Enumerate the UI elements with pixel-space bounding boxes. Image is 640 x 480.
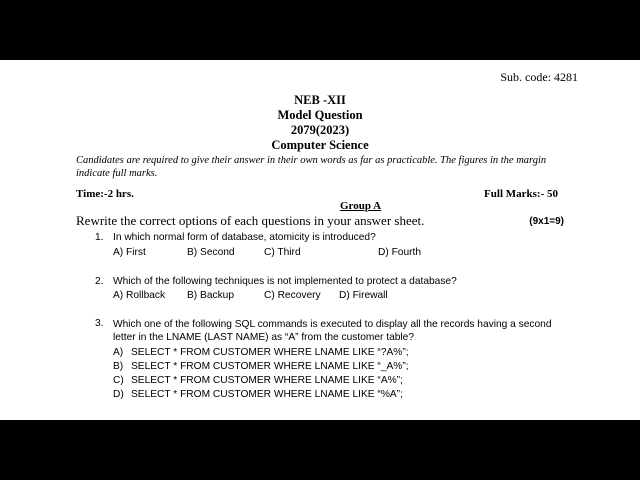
option-a: A) Rollback: [113, 290, 166, 301]
group-heading: Group A: [340, 200, 382, 212]
option-b: B) Backup: [187, 290, 234, 301]
option-letter-a: A): [113, 347, 124, 358]
paper-type: Model Question: [277, 108, 363, 122]
subject-title: Computer Science: [271, 138, 369, 152]
board-title: NEB -XII: [294, 93, 346, 107]
option-letter-b: B): [113, 361, 124, 372]
option-d: D) Firewall: [339, 290, 388, 301]
option-text-a: SELECT * FROM CUSTOMER WHERE LNAME LIKE “?A%”;: [131, 347, 409, 358]
option-a: A) First: [113, 247, 146, 258]
option-d: D) Fourth: [378, 247, 422, 258]
option-text-d: SELECT * FROM CUSTOMER WHERE LNAME LIKE “%A”;: [131, 389, 403, 400]
option-text-b: SELECT * FROM CUSTOMER WHERE LNAME LIKE “_A%”;: [131, 361, 409, 372]
question-text: Which of the following techniques is not implemented to protect a database?: [113, 276, 457, 287]
question-number: 3.: [95, 318, 104, 329]
question-text: Which one of the following SQL commands is executed to display all the records having a second letter in the LNAME (LAST NAME) as “A” from the customer table?: [113, 319, 552, 343]
question-number: 1.: [95, 232, 104, 243]
paper-year: 2079(2023): [290, 123, 350, 137]
section-marks: (9x1=9): [529, 216, 564, 227]
section-instruction: Rewrite the correct options of each questions in your answer sheet.: [76, 213, 425, 228]
option-letter-c: C): [113, 375, 124, 386]
option-c: C) Recovery: [264, 290, 321, 301]
instructions: Candidates are required to give their answer in their own words as far as practicable. The figures in the margin indicate full marks.: [76, 155, 547, 179]
question-text: In which normal form of database, atomicity is introduced?: [113, 232, 376, 243]
full-marks-label: Full Marks:- 50: [484, 188, 558, 200]
question-number: 2.: [95, 276, 104, 287]
option-c: C) Third: [264, 247, 301, 258]
option-letter-d: D): [113, 389, 124, 400]
option-text-c: SELECT * FROM CUSTOMER WHERE LNAME LIKE “A%”;: [131, 375, 403, 386]
time-label: Time:-2 hrs.: [76, 188, 134, 200]
exam-page: [0, 60, 640, 420]
subject-code: Sub. code: 4281: [500, 70, 578, 84]
option-b: B) Second: [187, 247, 235, 258]
